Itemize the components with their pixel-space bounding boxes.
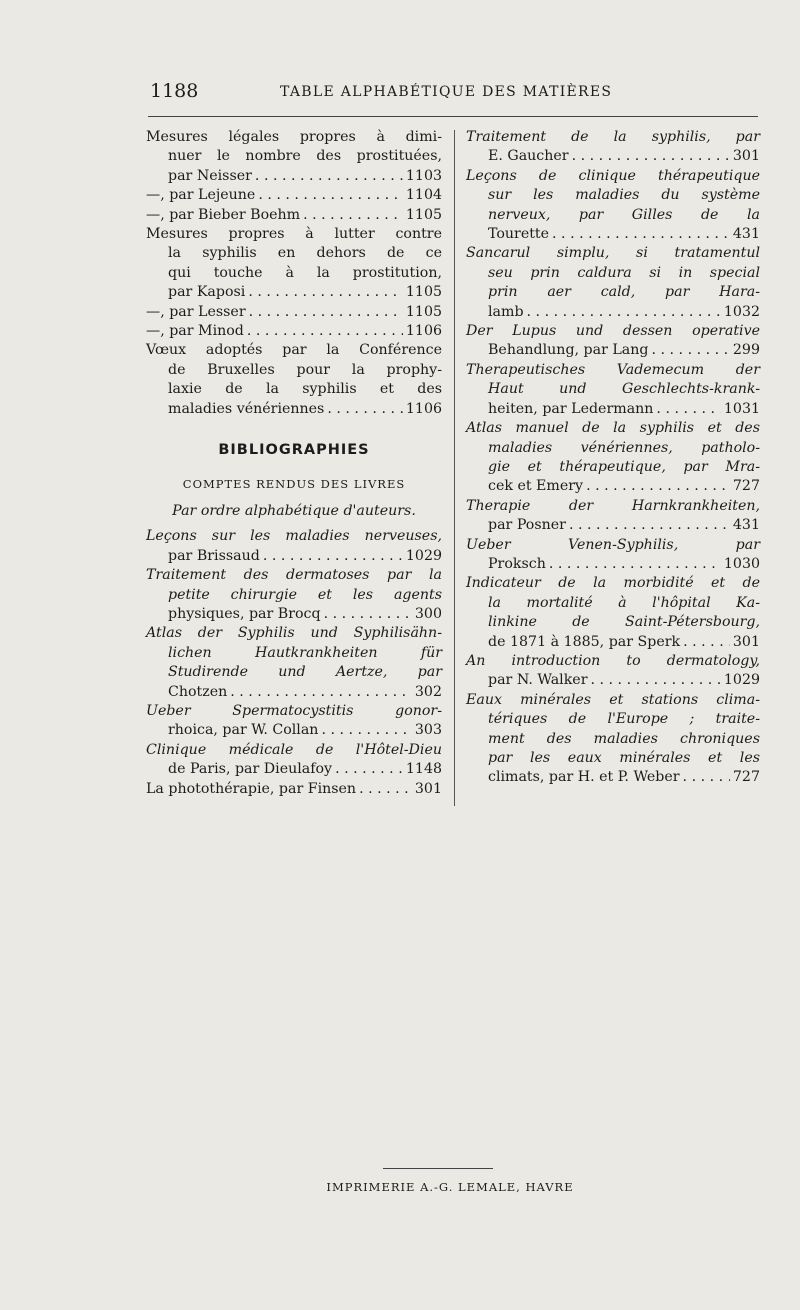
index-entry [466,497,760,536]
entry-line: Vœux adoptés par la Conférence [146,342,442,359]
entry-line: laxie de la syphilis et des [168,381,442,398]
page-ref: 1103 [405,167,442,184]
index-entry [466,536,760,575]
page-ref: 727 [732,769,760,786]
entry-line: Indicateur de la morbidité et de [466,575,760,592]
dot-leader [590,671,720,690]
index-entry [146,741,442,780]
index-entry [466,691,760,788]
entry-line: Atlas der Syphilis und Syphilisähn- [146,625,442,642]
entry-line: Mesures propres à lutter contre [146,226,442,243]
entry-tail-row [466,477,760,496]
entry-tail-row [146,605,442,624]
index-entry [466,167,760,245]
index-entry [466,322,760,361]
entry-tail: Tourette [488,226,550,243]
entry-tail: par Kaposi [168,284,246,301]
dot-leader [248,283,403,302]
index-entry [146,566,442,624]
entry-tail-row [146,303,442,322]
index-entry [146,128,442,186]
entry-line: maladies vénériennes, patholo- [488,439,760,456]
index-entry [146,527,442,566]
index-entry [466,128,760,167]
page-ref: 300 [414,605,442,622]
entry-tail-row [466,671,760,690]
entry-line: gie et thérapeutique, par Mra- [488,458,760,475]
entry-tail-row [466,633,760,652]
dot-leader [258,186,403,205]
index-entry [146,322,442,341]
entry-line: Traitement de la syphilis, par [466,129,760,145]
entry-tail-row [466,147,760,166]
page-ref: 1104 [405,187,442,204]
running-head: TABLE ALPHABÉTIQUE DES MATIÈRES [280,84,613,100]
dot-leader [263,547,403,566]
index-entry [466,652,760,691]
entry-line: Ueber Spermatocystitis gonor- [146,702,442,719]
index-entry [146,186,442,205]
entry-tail-row [146,167,442,186]
entry-tail-row [146,283,442,302]
page-ref: 1029 [723,672,760,689]
page-ref: 431 [732,226,760,243]
entry-line: nerveux, par Gilles de la [488,206,760,223]
index-entry [146,303,442,322]
entry-tail-row [466,516,760,535]
dot-leader [683,633,730,652]
entry-tail-row [466,303,760,322]
entry-line: linkine de Saint-Pétersbourg, [488,614,760,631]
entry-line: Atlas manuel de la syphilis et des [466,420,760,437]
dot-leader [303,206,403,225]
entry-line: de Bruxelles pour la prophy- [168,361,442,378]
entry-tail: physiques, par Brocq [168,605,321,622]
dot-leader [255,167,403,186]
entry-line: Leçons de clinique thérapeutique [466,167,760,184]
entry-line: sur les maladies du système [488,187,760,204]
page-ref: 1105 [405,303,442,320]
entry-line: ment des maladies chroniques [488,730,760,747]
dot-leader [324,605,412,624]
dot-leader [327,400,403,419]
page-ref: 1106 [405,323,442,340]
entry-line: Der Lupus und dessen operative [466,323,760,340]
entry-line: lichen Hautkrankheiten für [168,644,442,661]
entry-tail: E. Gaucher [488,148,569,165]
dot-leader [656,400,720,419]
entry-line: Mesures légales propres à dimi- [146,129,442,145]
entry-tail: —, par Minod [146,323,244,340]
entry-tail: La photothérapie, par Finsen [146,780,357,797]
dot-leader [569,516,730,535]
entry-tail: par Posner [488,517,566,534]
entry-line: Haut und Geschlechts-krank- [488,381,760,398]
entry-line: Eaux minérales et stations clima- [466,691,760,708]
entry-tail-row [466,341,760,360]
entry-tail: Proksch [488,555,546,572]
entry-tail: maladies vénériennes [168,400,325,417]
entry-tail: par Brissaud [168,547,260,564]
page-ref: 1148 [405,761,442,778]
dot-leader [230,683,412,702]
entry-tail-row [146,683,442,702]
dot-leader [321,721,411,740]
index-entry [466,419,760,497]
entry-line: qui touche à la prostitution, [168,264,442,281]
index-entry [466,244,760,322]
page-ref: 1105 [405,206,442,223]
entry-line: Therapeutisches Vademecum der [466,361,760,378]
entry-tail-row [466,768,760,787]
entry-line: prin aer cald, par Hara- [488,284,760,301]
entry-tail-row [146,760,442,779]
index-entry [466,574,760,652]
entry-line: la syphilis en dehors de ce [168,245,442,262]
entry-tail: par Neisser [168,167,252,184]
page-number: 1188 [150,80,199,102]
index-entry [146,624,442,702]
entry-line: Traitement des dermatoses par la [146,567,442,584]
left-column [146,128,442,799]
entry-tail: —, par Lesser [146,303,246,320]
entry-tail: Chotzen [168,683,228,700]
index-entry [146,225,442,303]
entry-tail: —, par Bieber Boehm [146,206,301,223]
entry-tail: par N. Walker [488,672,588,689]
dot-leader [549,555,721,574]
page-ref: 303 [414,722,442,739]
entry-tail: de 1871 à 1885, par Sperk [488,633,681,650]
entry-tail: Behandlung, par Lang [488,342,649,359]
entry-tail-row [146,400,442,419]
entry-line: Leçons sur les maladies nerveuses, [146,528,442,545]
entry-tail-row [466,400,760,419]
sub-heading: COMPTES RENDUS DES LIVRES [182,476,406,491]
dot-leader [651,341,729,360]
index-entry [466,361,760,419]
dot-leader [527,303,721,322]
entry-tail: cek et Emery [488,478,584,495]
page-ref: 301 [732,148,760,165]
page-ref: 299 [732,342,760,359]
entry-line: Studirende und Aertze, par [168,664,442,681]
imprint: IMPRIMERIE A.-G. LEMALE, HAVRE [326,1180,574,1194]
entry-tail-row [146,780,442,799]
entry-tail: de Paris, par Dieulafoy [168,761,333,778]
entry-tail-row [146,721,442,740]
entry-tail-row [466,555,760,574]
dot-leader [247,322,403,341]
entry-line: petite chirurgie et les agents [168,586,442,603]
entry-tail: climats, par H. et P. Weber [488,769,680,786]
entry-line: Ueber Venen-Syphilis, par [466,536,760,553]
left-biblio [146,527,442,799]
right-biblio [466,128,760,788]
header-rule [148,116,758,117]
page-ref: 301 [414,780,442,797]
dot-leader [552,225,730,244]
entry-tail-row [146,206,442,225]
entry-tail-row [146,186,442,205]
entry-line: nuer le nombre des prostituées, [168,148,442,165]
entry-line: par les eaux minérales et les [488,750,760,766]
page-ref: 301 [732,633,760,650]
order-line: Par ordre alphabétique d'auteurs. [172,502,416,519]
entry-tail-row [146,322,442,341]
index-entry [146,341,442,419]
column-divider [454,130,455,806]
page-ref: 1031 [723,400,760,417]
entry-line: Clinique médicale de l'Hôtel-Dieu [146,741,442,758]
entry-tail-row [146,547,442,566]
page-ref: 1032 [723,303,760,320]
dot-leader [335,760,403,779]
page-ref: 1106 [405,400,442,417]
page-ref: 1029 [405,547,442,564]
dot-leader [249,303,403,322]
index-entry [146,206,442,225]
entry-tail: heiten, par Ledermann [488,400,654,417]
page-ref: 1030 [723,555,760,572]
dot-leader [572,147,730,166]
index-entry [146,702,442,741]
entry-line: Sancarul simplu, si tratamentul [466,245,760,262]
page-ref: 302 [414,683,442,700]
entry-line: An introduction to dermatology, [466,652,760,669]
dot-leader [683,768,730,787]
entry-tail: lamb [488,303,524,320]
entry-tail: rhoica, par W. Collan [168,722,319,739]
dot-leader [359,780,412,799]
entry-line: Therapie der Harnkrankheiten, [466,497,760,514]
entry-tail: —, par Lejeune [146,187,256,204]
entry-line: seu prin caldura si in special [488,264,760,281]
left-entries [146,128,442,419]
page-ref: 1105 [405,284,442,301]
entry-line: la mortalité à l'hôpital Ka- [488,594,760,611]
dot-leader [586,477,730,496]
right-column [466,128,760,788]
page-ref: 431 [732,517,760,534]
section-heading: BIBLIOGRAPHIES [218,442,370,459]
page-ref: 727 [732,478,760,495]
entry-line: tériques de l'Europe ; traite- [488,711,760,728]
imprint-rule [383,1168,493,1169]
index-entry [146,780,442,799]
entry-tail-row [466,225,760,244]
